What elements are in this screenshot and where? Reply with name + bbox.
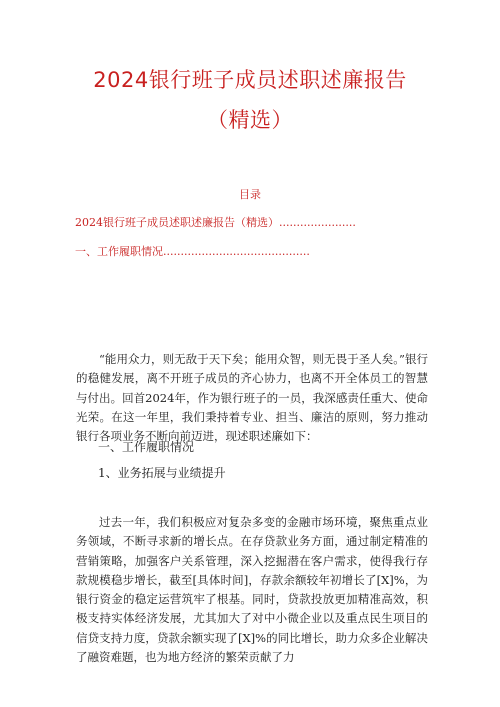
toc-entry[interactable]: 一、工作履职情况.......................................... xyxy=(75,245,310,258)
section-heading: 一、工作履职情况 xyxy=(98,440,195,454)
toc-entry[interactable]: 2024银行班子成员述职述廉报告（精选）...................... xyxy=(75,216,356,229)
body-paragraph: 过去一年，我们积极应对复杂多变的金融市场环境，聚焦重点业务领域，不断寻求新的增长点。在存贷款业务方面，通过制定精准的营销策略，加强客户关系管理，深入挖掘潜在客户需求，使得我行存款规模稳步增长，截至[具体时间]，存款余额较年初增长了[X]%，为银行资金的稳定运营筑牢了根基。同时，贷款投放更加精准高效，积极支持实体经济发展，尤其加大了对中小微企业以及重点民生项目的信贷支持力度，贷款余额实现了[X]%的同比增长，助力众多企业解决了融资难题，也为地方经济的繁荣贡献了力 xyxy=(76,515,428,665)
document-title-suffix: （精选） xyxy=(207,108,293,132)
toc-heading: 目录 xyxy=(239,188,261,201)
document-title: 2024银行班子成员述职述廉报告 xyxy=(93,68,407,92)
intro-paragraph: “能用众力，则无敌于天下矣；能用众智，则无畏于圣人矣。”银行的稳健发展，离不开班子成员的齐心协力，也离不开全体员工的智慧与付出。回首2024年，作为银行班子的一员，我深感责任重大、使命光荣。在这一年里，我们秉持着专业、担当、廉洁的原则，努力推动银行各项业务不断向前迈进，现述职述廉如下： xyxy=(76,352,428,444)
subsection-heading: 1、业务拓展与业绩提升 xyxy=(98,466,226,480)
